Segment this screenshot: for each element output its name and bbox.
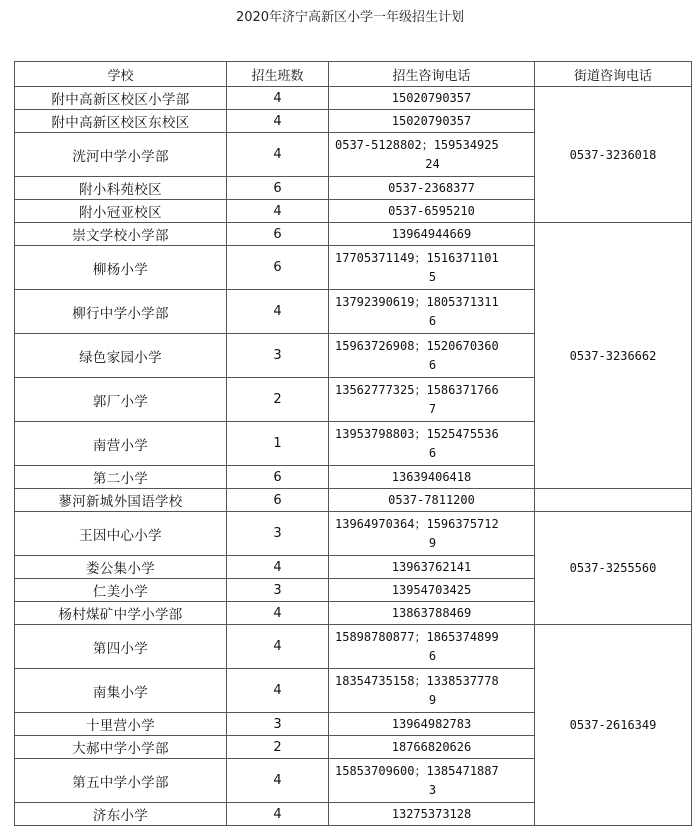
school-name: 大郝中学小学部 (15, 736, 227, 759)
phone-line: 13963762141 (391, 559, 472, 574)
street-phone: 0537-3236018 (535, 87, 692, 223)
phone-line-continued: 24 (425, 156, 440, 171)
phone-line: 17705371149；1516371101 (335, 250, 499, 265)
class-count: 4 (227, 87, 329, 110)
enrollment-phone (329, 290, 535, 334)
school-name: 第五中学小学部 (15, 759, 227, 803)
school-name: 附小冠亚校区 (15, 200, 227, 223)
school-name: 附中高新区校区小学部 (15, 87, 227, 110)
class-count: 4 (227, 602, 329, 625)
school-name: 绿色家园小学 (15, 334, 227, 378)
enrollment-phone (329, 422, 535, 466)
phone-line: 0537-5128802；159534925 (335, 137, 499, 152)
enrollment-phone (329, 602, 535, 625)
school-name: 洸河中学小学部 (15, 133, 227, 177)
class-count: 4 (227, 759, 329, 803)
class-count: 6 (227, 246, 329, 290)
school-name: 附小科苑校区 (15, 177, 227, 200)
enrollment-phone (329, 223, 535, 246)
class-count: 4 (227, 133, 329, 177)
school-name: 十里营小学 (15, 713, 227, 736)
school-name: 崇文学校小学部 (15, 223, 227, 246)
phone-line: 0537-2368377 (388, 180, 475, 195)
enrollment-phone (329, 489, 535, 512)
school-name: 王因中心小学 (15, 512, 227, 556)
enrollment-phone (329, 110, 535, 133)
class-count: 4 (227, 200, 329, 223)
street-phone: 0537-3255560 (535, 512, 692, 625)
enrollment-phone (329, 625, 535, 669)
school-name: 附中高新区校区东校区 (15, 110, 227, 133)
enrollment-phone (329, 87, 535, 110)
phone-line: 15853709600；1385471887 (335, 763, 499, 778)
class-count: 2 (227, 736, 329, 759)
phone-line: 15020790357 (391, 90, 472, 105)
table-row (15, 87, 692, 110)
school-name: 第二小学 (15, 466, 227, 489)
phone-line: 13964944669 (391, 226, 472, 241)
school-name: 济东小学 (15, 803, 227, 826)
phone-line: 15898780877；1865374899 (335, 629, 499, 644)
phone-line-continued: 6 (428, 445, 437, 460)
school-name: 南集小学 (15, 669, 227, 713)
enrollment-phone (329, 133, 535, 177)
class-count: 6 (227, 177, 329, 200)
enrollment-phone (329, 736, 535, 759)
phone-line-continued: 3 (428, 782, 437, 797)
phone-line: 13953798803；1525475536 (335, 426, 499, 441)
class-count: 3 (227, 334, 329, 378)
table-row (15, 625, 692, 669)
class-count: 2 (227, 378, 329, 422)
enrollment-phone (329, 803, 535, 826)
table-header-row (15, 62, 692, 87)
phone-line: 0537-7811200 (388, 492, 475, 507)
phone-line-continued: 5 (428, 269, 437, 284)
phone-line: 0537-6595210 (388, 203, 475, 218)
enrollment-phone (329, 177, 535, 200)
class-count: 4 (227, 290, 329, 334)
phone-line: 13562777325；1586371766 (335, 382, 499, 397)
phone-line: 13954703425 (391, 582, 472, 597)
street-phone: 0537-2616349 (535, 625, 692, 826)
phone-line-continued: 7 (428, 401, 437, 416)
school-name: 南营小学 (15, 422, 227, 466)
enrollment-table (14, 61, 692, 826)
enrollment-phone (329, 512, 535, 556)
class-count: 3 (227, 579, 329, 602)
class-count: 1 (227, 422, 329, 466)
phone-line: 15020790357 (391, 113, 472, 128)
school-name: 蓼河新城外国语学校 (15, 489, 227, 512)
header-street-phone: 街道咨询电话 (535, 62, 692, 87)
class-count: 4 (227, 556, 329, 579)
header-classes: 招生班数 (227, 62, 329, 87)
table-row (15, 512, 692, 556)
header-phone: 招生咨询电话 (329, 62, 535, 87)
enrollment-phone (329, 334, 535, 378)
school-name: 娄公集小学 (15, 556, 227, 579)
enrollment-phone (329, 669, 535, 713)
phone-line-continued: 6 (428, 313, 437, 328)
phone-line-continued: 6 (428, 648, 437, 663)
phone-line: 13863788469 (391, 605, 472, 620)
table-row (15, 489, 692, 512)
class-count: 6 (227, 223, 329, 246)
enrollment-phone (329, 466, 535, 489)
class-count: 3 (227, 713, 329, 736)
class-count: 6 (227, 489, 329, 512)
class-count: 4 (227, 110, 329, 133)
enrollment-phone (329, 579, 535, 602)
school-name: 柳杨小学 (15, 246, 227, 290)
table-row (15, 223, 692, 246)
phone-line: 13792390619；1805371311 (335, 294, 499, 309)
enrollment-phone (329, 759, 535, 803)
phone-line: 18354735158；1338537778 (335, 673, 499, 688)
phone-line-continued: 9 (428, 535, 437, 550)
phone-line: 13964970364；1596375712 (335, 516, 499, 531)
phone-line: 13275373128 (391, 806, 472, 821)
school-name: 杨村煤矿中学小学部 (15, 602, 227, 625)
enrollment-phone (329, 378, 535, 422)
class-count: 4 (227, 803, 329, 826)
school-name: 仁美小学 (15, 579, 227, 602)
enrollment-phone (329, 200, 535, 223)
page-title: 2020年济宁高新区小学一年级招生计划 (235, 10, 465, 25)
class-count: 4 (227, 669, 329, 713)
street-phone: 0537-3236662 (535, 223, 692, 489)
enrollment-phone (329, 246, 535, 290)
header-school: 学校 (15, 62, 227, 87)
enrollment-phone (329, 713, 535, 736)
phone-line: 15963726908；1520670360 (335, 338, 499, 353)
school-name: 郭厂小学 (15, 378, 227, 422)
phone-line: 13639406418 (391, 469, 472, 484)
class-count: 3 (227, 512, 329, 556)
class-count: 4 (227, 625, 329, 669)
phone-line-continued: 6 (428, 357, 437, 372)
phone-line: 18766820626 (391, 739, 472, 754)
phone-line-continued: 9 (428, 692, 437, 707)
class-count: 6 (227, 466, 329, 489)
school-name: 第四小学 (15, 625, 227, 669)
phone-line: 13964982783 (391, 716, 472, 731)
school-name: 柳行中学小学部 (15, 290, 227, 334)
enrollment-phone (329, 556, 535, 579)
